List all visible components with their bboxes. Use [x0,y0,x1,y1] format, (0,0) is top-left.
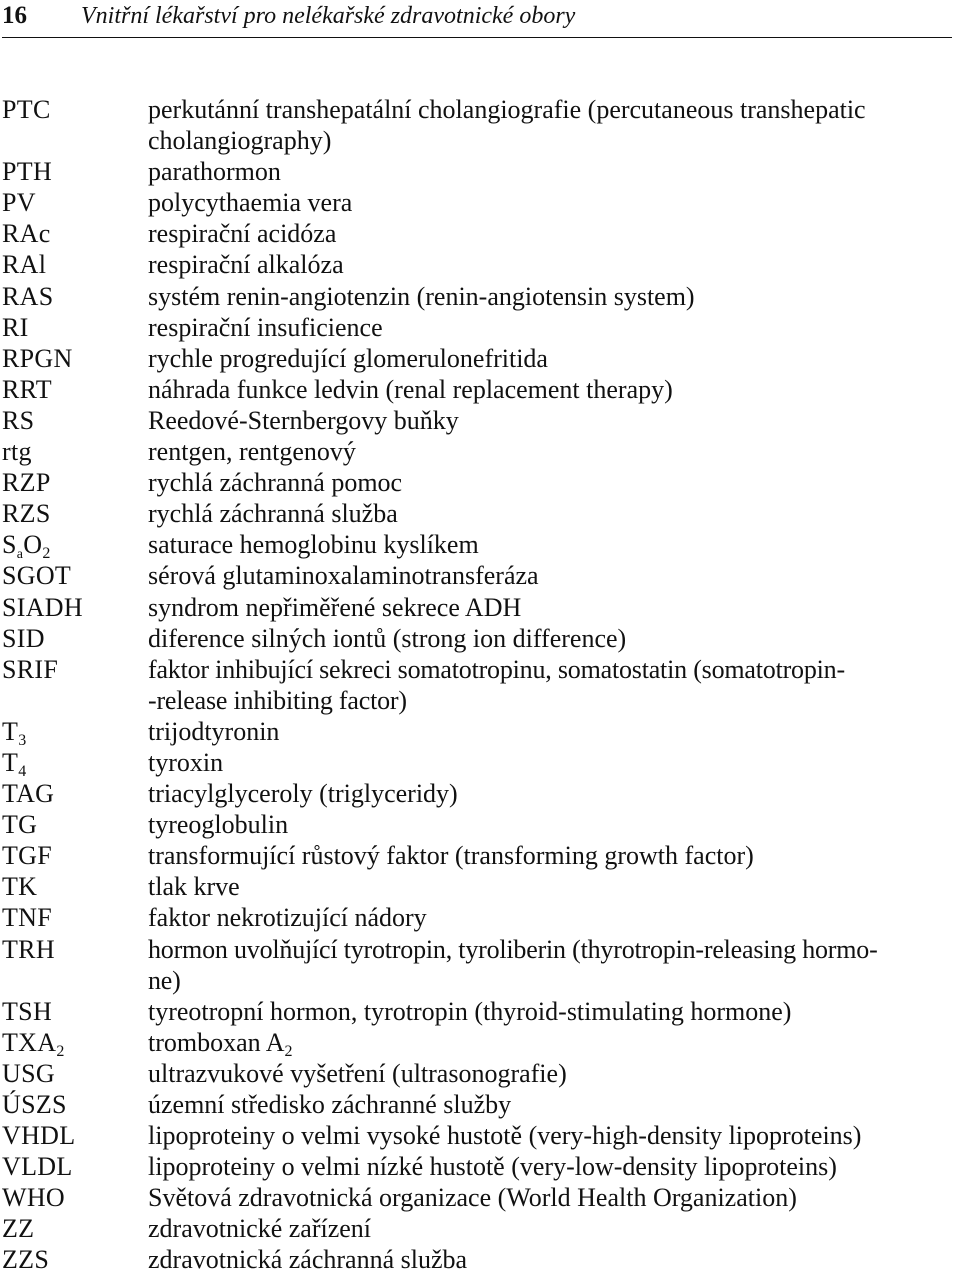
abbreviation-entry [2,747,958,778]
definition: diference silných iontů (strong ion difference) [148,623,627,653]
abbreviation-entry [2,405,958,436]
definition: zdravotnická záchranná služba [148,1245,468,1275]
abbreviation: VHDL [2,1121,76,1151]
abbreviation-entry [2,934,958,996]
abbreviation: TGF [2,841,53,871]
abbreviation: ZZ [2,1214,35,1244]
definition: lipoproteiny o velmi vysoké hustotě (very-high-density lipoproteins) [148,1121,862,1151]
abbreviation-subscript: 3 [18,731,27,749]
definition-main: tromboxan A [148,1027,285,1057]
abbreviation-entry [2,623,958,654]
abbreviation-subscript: 2 [56,1042,65,1060]
abbreviation: PTH [2,157,53,187]
definition: perkutánní transhepatální cholangiografie (percutaneous transhepatic cholangiography) [148,95,866,156]
abbreviation: RPGN [2,343,73,373]
abbreviation [2,747,148,778]
abbreviation-entry [2,1120,958,1151]
abbreviation: RS [2,405,35,435]
abbreviation: TG [2,810,38,840]
definition: tlak krve [148,872,240,902]
abbreviation-entry [2,94,958,156]
definition: faktor inhibující sekreci somatotropinu, somatostatin (somatotropin- -release inhibiting factor) [148,654,845,715]
definition: respirační acidóza [148,219,337,249]
abbreviation-entry [2,1089,958,1120]
abbreviation: rtg [2,437,32,467]
abbreviation-entry [2,778,958,809]
abbreviation: PTC [2,95,51,124]
abbreviation-entry [2,1182,958,1213]
abbreviation: PV [2,188,36,218]
abbreviation: WHO [2,1183,65,1213]
abbreviation-entry [2,218,958,249]
definition: trijodtyronin [148,716,280,746]
abbreviation-entry [2,436,958,467]
abbreviation-main: O [23,530,43,560]
abbreviation: TRH [2,934,55,964]
abbreviation: SRIF [2,654,59,684]
abbreviation-entry [2,592,958,623]
abbreviation: RZS [2,499,51,529]
abbreviation-entry [2,529,958,563]
abbreviation: VLDL [2,1152,73,1182]
definition: hormon uvolňující tyrotropin, tyroliberin (thyrotropin-releasing hormo- ne) [148,934,878,995]
abbreviation: TAG [2,779,55,809]
abbreviation-entry [2,716,958,747]
abbreviation-entry [2,1244,958,1275]
abbreviation-entry [2,902,958,933]
definition: respirační insuficience [148,312,383,342]
abbreviation-entry [2,187,958,218]
page-header [2,0,952,40]
definition: ultrazvukové vyšetření (ultrasonografie) [148,1058,567,1088]
abbreviation-entry [2,498,958,529]
abbreviation: RAS [2,281,54,311]
abbreviation: RAc [2,219,51,249]
definition: tyroxin [148,747,224,777]
abbreviation-entry [2,156,958,187]
definition: zdravotnické zařízení [148,1214,372,1244]
abbreviation-main: T [2,716,19,746]
abbreviation: TK [2,872,38,902]
abbreviation-main: TXA [2,1027,57,1057]
abbreviation-entry [2,249,958,280]
abbreviation: RZP [2,468,51,498]
definition: transformující růstový faktor (transforming growth factor) [148,841,754,871]
definition: náhrada funkce ledvin (renal replacement therapy) [148,374,673,404]
abbreviation: SGOT [2,561,72,591]
abbreviation: RRT [2,374,52,404]
abbreviation: TNF [2,903,53,933]
definition: polycythaemia vera [148,188,353,218]
abbreviation [2,716,148,747]
definition: Světová zdravotnická organizace (World Health Organization) [148,1183,797,1213]
definition [148,1027,958,1058]
abbreviation: ZZS [2,1245,50,1275]
abbreviation: SID [2,623,45,653]
abbreviation: RAl [2,250,47,280]
definition: územní středisko záchranné služby [148,1090,512,1119]
definition: parathormon [148,157,281,187]
abbreviation-entry [2,654,958,716]
abbreviation-entry [2,840,958,871]
definition: rychlá záchranná pomoc [148,468,403,498]
abbreviation [2,529,148,563]
definition: syndrom nepřiměřené sekrece ADH [148,592,522,622]
definition: tyreoglobulin [148,810,289,840]
page-number: 16 [2,2,27,29]
abbreviation: TSH [2,996,53,1026]
definition: tyreotropní hormon, tyrotropin (thyroid-stimulating hormone) [148,996,792,1026]
abbreviation-entry [2,1213,958,1244]
definition: saturace hemoglobinu kyslíkem [148,530,479,560]
abbreviation-entry [2,343,958,374]
abbreviation-entry [2,560,958,591]
abbreviation-list [2,94,958,1276]
abbreviation-entry [2,1058,958,1089]
definition: systém renin-angiotenzin (renin-angiotensin system) [148,281,695,311]
abbreviation-subscript: 2 [42,545,51,563]
definition: faktor nekrotizující nádory [148,903,427,933]
abbreviation-entry [2,374,958,405]
abbreviation: RI [2,312,29,342]
definition: respirační alkalóza [148,250,344,280]
abbreviation-entry [2,996,958,1027]
abbreviation-entry [2,312,958,343]
abbreviation-entry [2,809,958,840]
definition: rychlá záchranná služba [148,499,398,529]
abbreviation-subscript: a [16,547,24,563]
definition: sérová glutaminoxalaminotransferáza [148,561,539,591]
definition: rentgen, rentgenový [148,437,356,467]
abbreviation-entry [2,467,958,498]
abbreviation-entry [2,871,958,902]
header-rule [2,37,952,38]
abbreviation-subscript: 4 [18,762,27,780]
definition-subscript: 2 [284,1042,293,1060]
abbreviation-main: T [2,747,19,777]
abbreviation-entry [2,281,958,312]
book-title: Vnitřní lékařství pro nelékařské zdravotnické obory [81,3,576,29]
abbreviation: ÚSZS [2,1090,67,1119]
abbreviation-entry [2,1151,958,1182]
abbreviation-main: S [2,530,17,560]
abbreviation-entry [2,1027,958,1058]
definition: triacylglyceroly (triglyceridy) [148,779,458,809]
definition: rychle progredující glomerulonefritida [148,343,548,373]
abbreviation: USG [2,1058,55,1088]
definition: lipoproteiny o velmi nízké hustotě (very-low-density lipoproteins) [148,1152,837,1182]
abbreviation: SIADH [2,592,83,622]
definition: Reedové-Sternbergovy buňky [148,405,459,435]
abbreviation [2,1027,148,1058]
